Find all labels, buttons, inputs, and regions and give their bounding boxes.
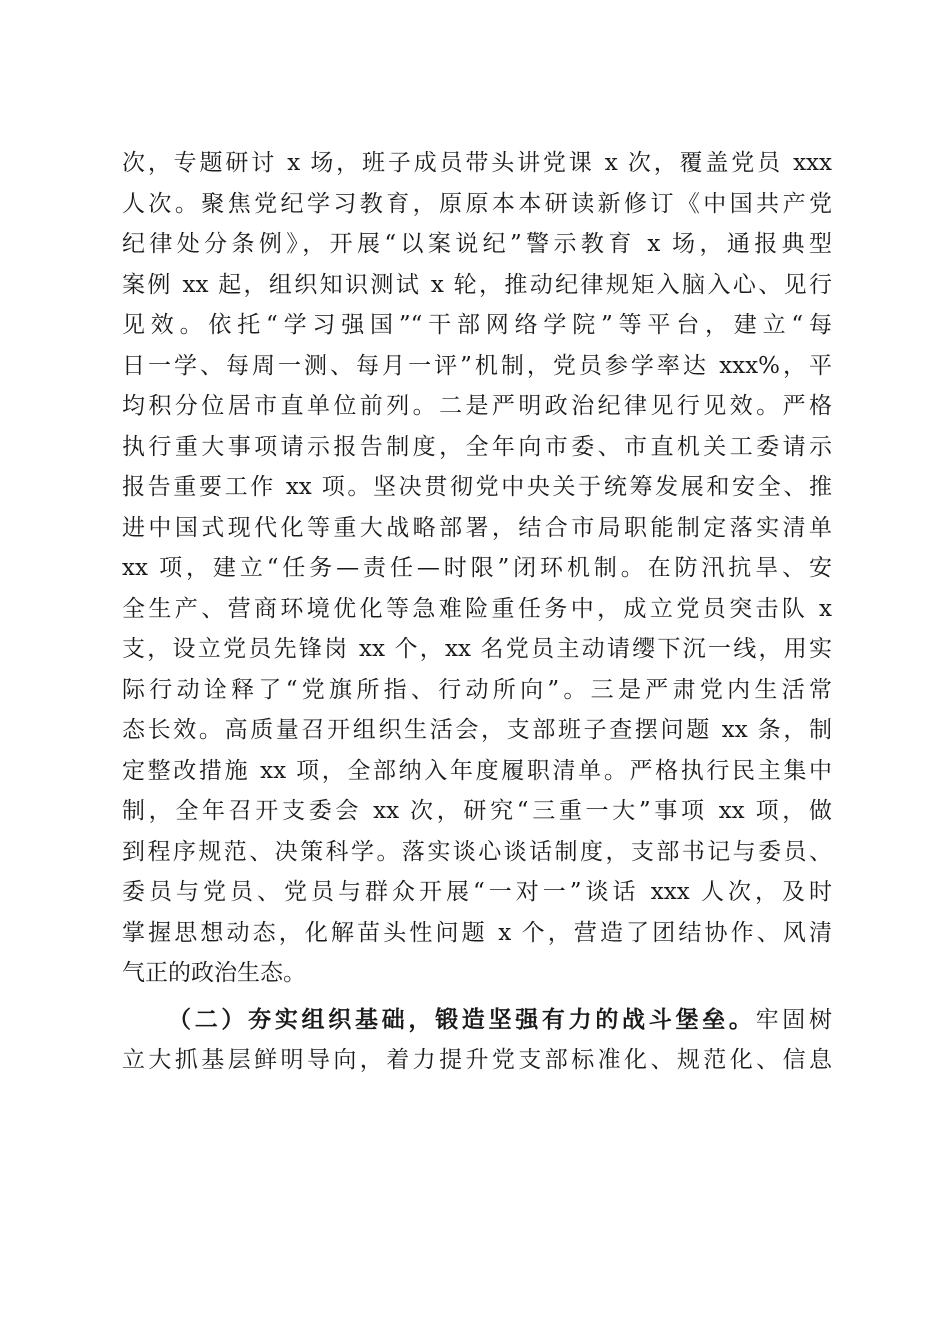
body-text xyxy=(122,143,832,1081)
text-line: 立大抓基层鲜明导向，着力提升党支部标准化、规范化、信息 xyxy=(122,1047,832,1073)
paragraph-1 xyxy=(122,143,832,994)
text-line: 报告重要工作 xx 项。坚决贯彻党中央关于统筹发展和安全、推 xyxy=(122,474,832,500)
text-line: 委员与党员、党员与群众开展“一对一”谈话 xxx 人次，及时 xyxy=(122,879,832,905)
text-line: 全生产、营商环境优化等急难险重任务中，成立党员突击队 x xyxy=(122,595,832,622)
text-line: 案例 xx 起，组织知识测试 x 轮，推动纪律规矩入脑入心、见行 xyxy=(122,271,832,298)
text-line: 进中国式现代化等重大战略部署，结合市局职能制定落实清单 xyxy=(122,514,832,541)
paragraph-2 xyxy=(122,1000,832,1081)
text-line: xx 项，建立“任务—责任—时限”闭环机制。在防汛抗旱、安 xyxy=(122,555,832,581)
text-line: 均积分位居市直单位前列。二是严明政治纪律见行见效。严格 xyxy=(122,393,832,419)
text-line: 际行动诠释了“党旗所指、行动所向”。三是严肃党内生活常 xyxy=(122,676,832,703)
text-line: 掌握思想动态，化解苗头性问题 x 个，营造了团结协作、风清 xyxy=(122,919,832,946)
text-line: 态长效。高质量召开组织生活会，支部班子查摆问题 xx 条，制 xyxy=(122,717,832,743)
text-line: 纪律处分条例》，开展“以案说纪”警示教育 x 场，通报典型 xyxy=(122,231,832,257)
text-line: 制，全年召开支委会 xx 次，研究“三重一大”事项 xx 项，做 xyxy=(122,798,832,824)
text-line: 执行重大事项请示报告制度，全年向市委、市直机关工委请示 xyxy=(122,433,832,460)
text-line: 气正的政治生态。 xyxy=(122,960,306,986)
text-line: 支，设立党员先锋岗 xx 个，xx 名党员主动请缨下沉一线，用实 xyxy=(122,636,832,662)
text-line: 定整改措施 xx 项，全部纳入年度履职清单。严格执行民主集中 xyxy=(122,757,832,784)
text-line: 见效。依托“学习强国”“干部网络学院”等平台，建立“每 xyxy=(122,312,832,338)
section-heading-rest: 牢固树 xyxy=(755,1006,832,1033)
section-heading-line xyxy=(122,1000,832,1041)
section-heading: （二）夯实组织基础，锻造坚强有力的战斗堡垒。 xyxy=(168,1005,756,1033)
text-line: 人次。聚焦党纪学习教育，原原本本研读新修订《中国共产党 xyxy=(122,190,832,217)
text-line: 次，专题研讨 x 场，班子成员带头讲党课 x 次，覆盖党员 xxx xyxy=(122,150,832,176)
text-line: 日一学、每周一测、每月一评”机制，党员参学率达 xxx%，平 xyxy=(122,352,832,379)
text-line: 到程序规范、决策科学。落实谈心谈话制度，支部书记与委员、 xyxy=(122,838,832,865)
